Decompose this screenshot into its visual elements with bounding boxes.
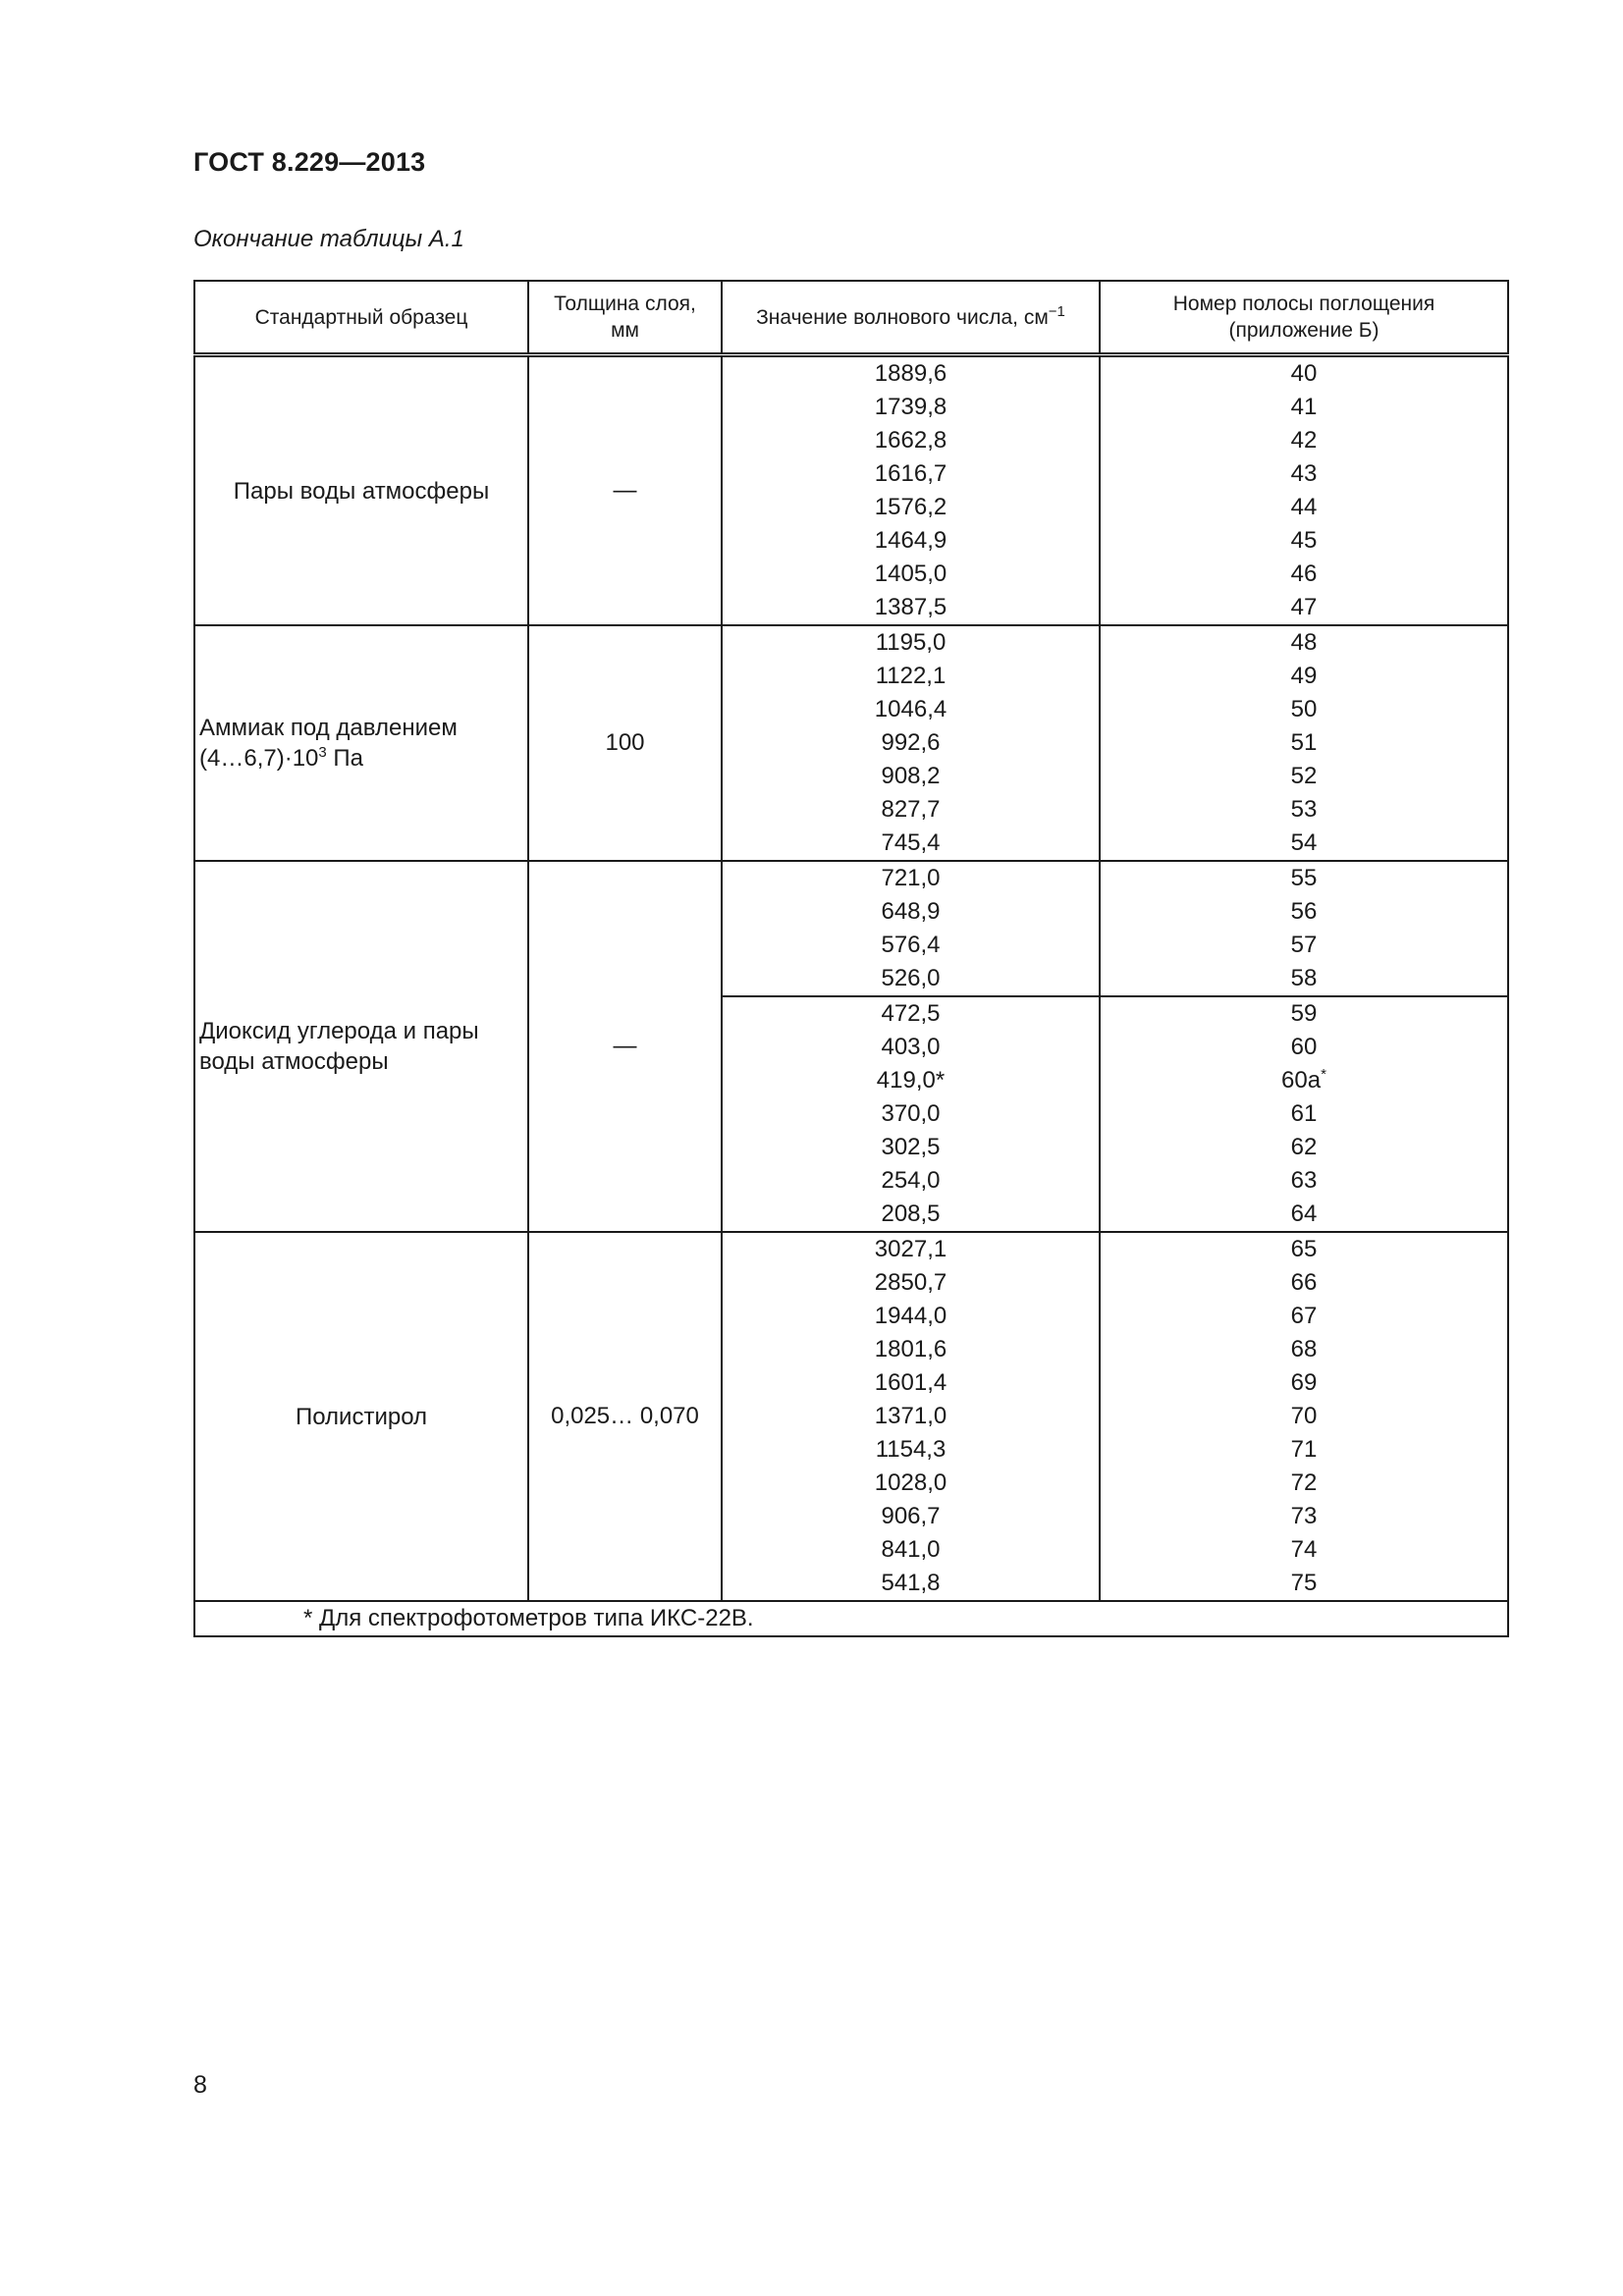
band-cell: 42 [1100,424,1508,457]
band-cell: 48 [1100,625,1508,660]
wavenumber-cell: 1195,0 [722,625,1100,660]
band-cell: 44 [1100,491,1508,524]
wavenumber-cell: 576,4 [722,929,1100,962]
table-caption: Окончание таблицы А.1 [193,226,464,252]
band-cell: 46 [1100,558,1508,591]
band-cell: 63 [1100,1164,1508,1198]
band-cell: 41 [1100,391,1508,424]
wavenumber-cell: 1122,1 [722,660,1100,693]
band-cell: 47 [1100,591,1508,625]
band-cell: 73 [1100,1500,1508,1533]
band-cell: 43 [1100,457,1508,491]
header-sample: Стандартный образец [194,281,528,355]
wavenumber-cell: 827,7 [722,793,1100,827]
wavenumber-cell: 541,8 [722,1567,1100,1601]
wavenumber-cell: 254,0 [722,1164,1100,1198]
table-row [194,861,1508,895]
wavenumber-cell: 526,0 [722,962,1100,996]
thickness-ammonia: 100 [528,625,722,861]
wavenumber-cell: 648,9 [722,895,1100,929]
band-cell: 60 [1100,1031,1508,1064]
wavenumber-cell: 1601,4 [722,1366,1100,1400]
wavenumber-cell: 419,0* [722,1064,1100,1097]
wavenumber-cell: 1371,0 [722,1400,1100,1433]
wavenumber-cell: 370,0 [722,1097,1100,1131]
band-cell: 74 [1100,1533,1508,1567]
header-band-number: Номер полосы поглощения (приложение Б) [1100,281,1508,355]
band-cell: 40 [1100,355,1508,392]
band-cell: 70 [1100,1400,1508,1433]
band-cell: 49 [1100,660,1508,693]
band-cell: 50 [1100,693,1508,726]
wavenumber-cell: 1739,8 [722,391,1100,424]
table-row [194,625,1508,660]
page-number: 8 [193,2071,207,2099]
band-cell: 55 [1100,861,1508,895]
wavenumber-cell: 1616,7 [722,457,1100,491]
wavenumber-cell: 1387,5 [722,591,1100,625]
band-cell: 58 [1100,962,1508,996]
band-cell: 71 [1100,1433,1508,1467]
band-cell: 59 [1100,996,1508,1031]
band-cell: 61 [1100,1097,1508,1131]
band-cell: 72 [1100,1467,1508,1500]
wavenumber-cell: 721,0 [722,861,1100,895]
band-cell: 75 [1100,1567,1508,1601]
document-title: ГОСТ 8.229—2013 [193,147,426,177]
wavenumber-cell: 1662,8 [722,424,1100,457]
wavenumber-cell: 403,0 [722,1031,1100,1064]
band-cell: 67 [1100,1300,1508,1333]
wavenumber-cell: 906,7 [722,1500,1100,1533]
wavenumber-cell: 208,5 [722,1198,1100,1232]
table-row [194,355,1508,392]
band-cell: 51 [1100,726,1508,760]
sample-polystyrene: Полистирол [194,1232,528,1601]
band-cell: 69 [1100,1366,1508,1400]
thickness-polystyrene: 0,025… 0,070 [528,1232,722,1601]
wavenumber-cell: 472,5 [722,996,1100,1031]
header-thickness: Толщина слоя, мм [528,281,722,355]
spectral-table [193,280,1509,1637]
wavenumber-cell: 302,5 [722,1131,1100,1164]
wavenumber-cell: 1028,0 [722,1467,1100,1500]
wavenumber-cell: 1944,0 [722,1300,1100,1333]
band-cell: 60а* [1100,1064,1508,1097]
wavenumber-cell: 992,6 [722,726,1100,760]
sample-water-vapour: Пары воды атмосферы [194,355,528,626]
header-wavenumber: Значение волнового числа, $см^{-1}$ [722,281,1100,355]
band-cell: 64 [1100,1198,1508,1232]
wavenumber-cell: 1154,3 [722,1433,1100,1467]
wavenumber-cell: 2850,7 [722,1266,1100,1300]
wavenumber-cell: 1405,0 [722,558,1100,591]
band-cell: 54 [1100,827,1508,861]
sample-carbon-dioxide: Диоксид углерода и пары воды атмосферы [194,861,528,1232]
thickness-carbon-dioxide: — [528,861,722,1232]
wavenumber-cell: 1801,6 [722,1333,1100,1366]
band-cell: 56 [1100,895,1508,929]
table-footnote: * Для спектрофотометров типа ИКС-22В. [194,1601,1508,1636]
wavenumber-cell: 745,4 [722,827,1100,861]
wavenumber-cell: 908,2 [722,760,1100,793]
wavenumber-cell: 1889,6 [722,355,1100,392]
wavenumber-cell: 841,0 [722,1533,1100,1567]
band-cell: 53 [1100,793,1508,827]
wavenumber-cell: 1046,4 [722,693,1100,726]
band-cell: 66 [1100,1266,1508,1300]
band-cell: 68 [1100,1333,1508,1366]
band-cell: 45 [1100,524,1508,558]
thickness-water-vapour: — [528,355,722,626]
band-cell: 52 [1100,760,1508,793]
sample-ammonia: Аммиак под давлением $(4\dots 6,7)\cdot 10^3$ Па [194,625,528,861]
wavenumber-cell: 3027,1 [722,1232,1100,1266]
band-cell: 65 [1100,1232,1508,1266]
wavenumber-cell: 1576,2 [722,491,1100,524]
table-container [193,280,1507,1637]
table-row [194,1232,1508,1266]
band-cell: 62 [1100,1131,1508,1164]
footnote-row [194,1601,1508,1636]
wavenumber-cell: 1464,9 [722,524,1100,558]
table-header-row [194,281,1508,355]
band-cell: 57 [1100,929,1508,962]
